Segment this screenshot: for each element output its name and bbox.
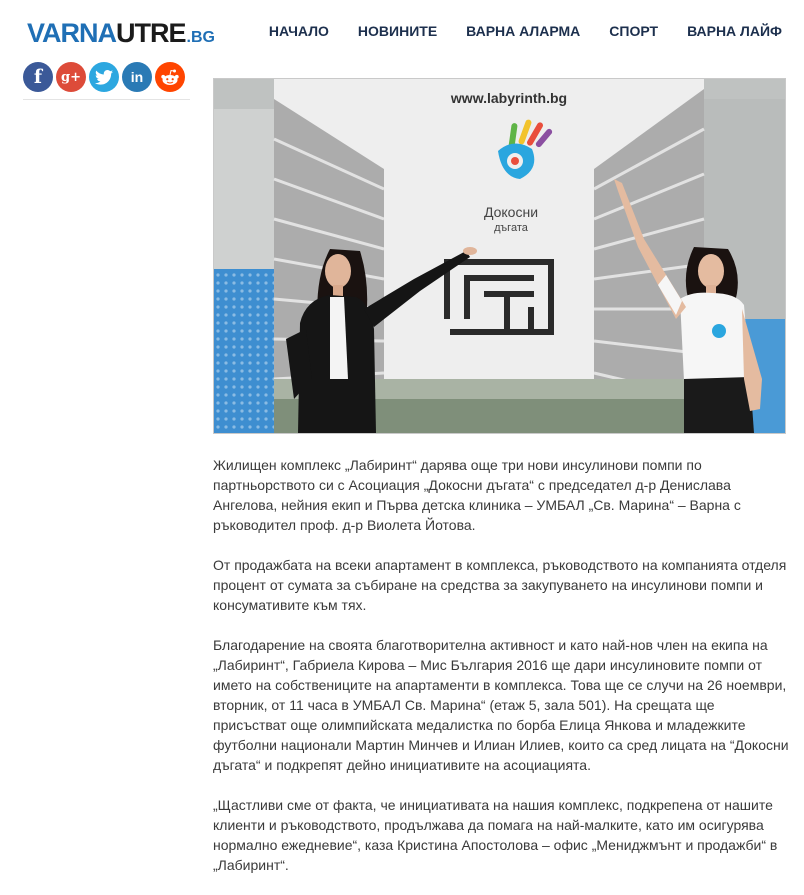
banner-url-text: www.labyrinth.bg — [450, 90, 568, 106]
site-logo[interactable] — [27, 18, 215, 48]
linkedin-share-button[interactable] — [122, 62, 152, 92]
twitter-icon — [95, 70, 113, 85]
article-paragraph: От продажбата на всеки апартамент в комплекса, ръководството на компанията отделя процент от сумата за събиране на средства за закупуването на инсулинови помпи и консумативите към тях. — [213, 557, 787, 613]
nav-item-home[interactable]: НАЧАЛО — [268, 23, 329, 39]
share-divider — [23, 99, 190, 100]
twitter-share-button[interactable] — [89, 62, 119, 92]
banner-logo-line1: Докосни — [483, 204, 539, 220]
facebook-icon: f — [33, 66, 43, 88]
main-nav — [269, 20, 782, 42]
logo-text-bg: .BG — [186, 29, 215, 46]
nav-item-varna-life[interactable]: ВАРНА ЛАЙФ — [687, 23, 782, 39]
article-body — [213, 455, 791, 895]
article-hero-image[interactable] — [213, 78, 786, 434]
reddit-share-button[interactable] — [155, 62, 185, 92]
reddit-icon — [160, 69, 180, 86]
article-paragraph: Жилищен комплекс „Лабиринт“ дарява още три нови инсулинови помпи по партньорството си с Асоциация „Докосни дъгата“ с председател д-р Денислава Ангелова, нейния екип и Първа детска клиника – УМБАЛ „Св. Марина“ – Варна с ръководител проф. д-р Виолета Йотова. — [213, 457, 741, 533]
article-paragraph: Благодарение на своята благотворителна активност и като най-нов член на екипа на „Лабиринт“, Габриела Кирова – Мис България 2016 ще дари инсулиновите помпи от името на собствениците на апартаменти в комплекса. Това ще се случи на 26 ноември, вторник, от 11 часа в УМБАЛ Св. Марина“ (етаж 5, зала 501). На срещата ще присъстват още олимпийската медалистка по борба Елица Янкова и младежките футболни национали Мартин Минчев и Илиан Илиев, които са сред лицата на “Докосни дъгата“ и подкрепят дейно инициативите на асоциацията. — [213, 637, 789, 773]
nav-item-varna-alarm[interactable]: ВАРНА АЛАРМА — [466, 23, 581, 39]
facebook-share-button[interactable] — [23, 62, 53, 92]
share-bar — [23, 62, 191, 92]
google-plus-share-button[interactable] — [56, 62, 86, 92]
article-paragraph: „Щастливи сме от факта, че инициативата на нашия комплекс, подкрепена от нашите клиенти и ръководството, продължава да помага на най-малките, като им осигурява нормално ежедневие“, каза Кристина Апостолова – офис „Мениджмънт и продажби“ в „Лабиринт“. — [213, 797, 778, 873]
banner-logo-line2: дъгата — [494, 222, 528, 234]
nav-item-news[interactable]: НОВИНИТЕ — [357, 23, 438, 39]
nav-item-sport[interactable]: СПОРТ — [609, 23, 659, 39]
logo-text-varna: VARNA — [27, 18, 116, 48]
google-plus-icon: g+ — [61, 69, 81, 85]
linkedin-icon: in — [130, 69, 144, 85]
logo-text-utre: UTRE — [116, 18, 186, 48]
